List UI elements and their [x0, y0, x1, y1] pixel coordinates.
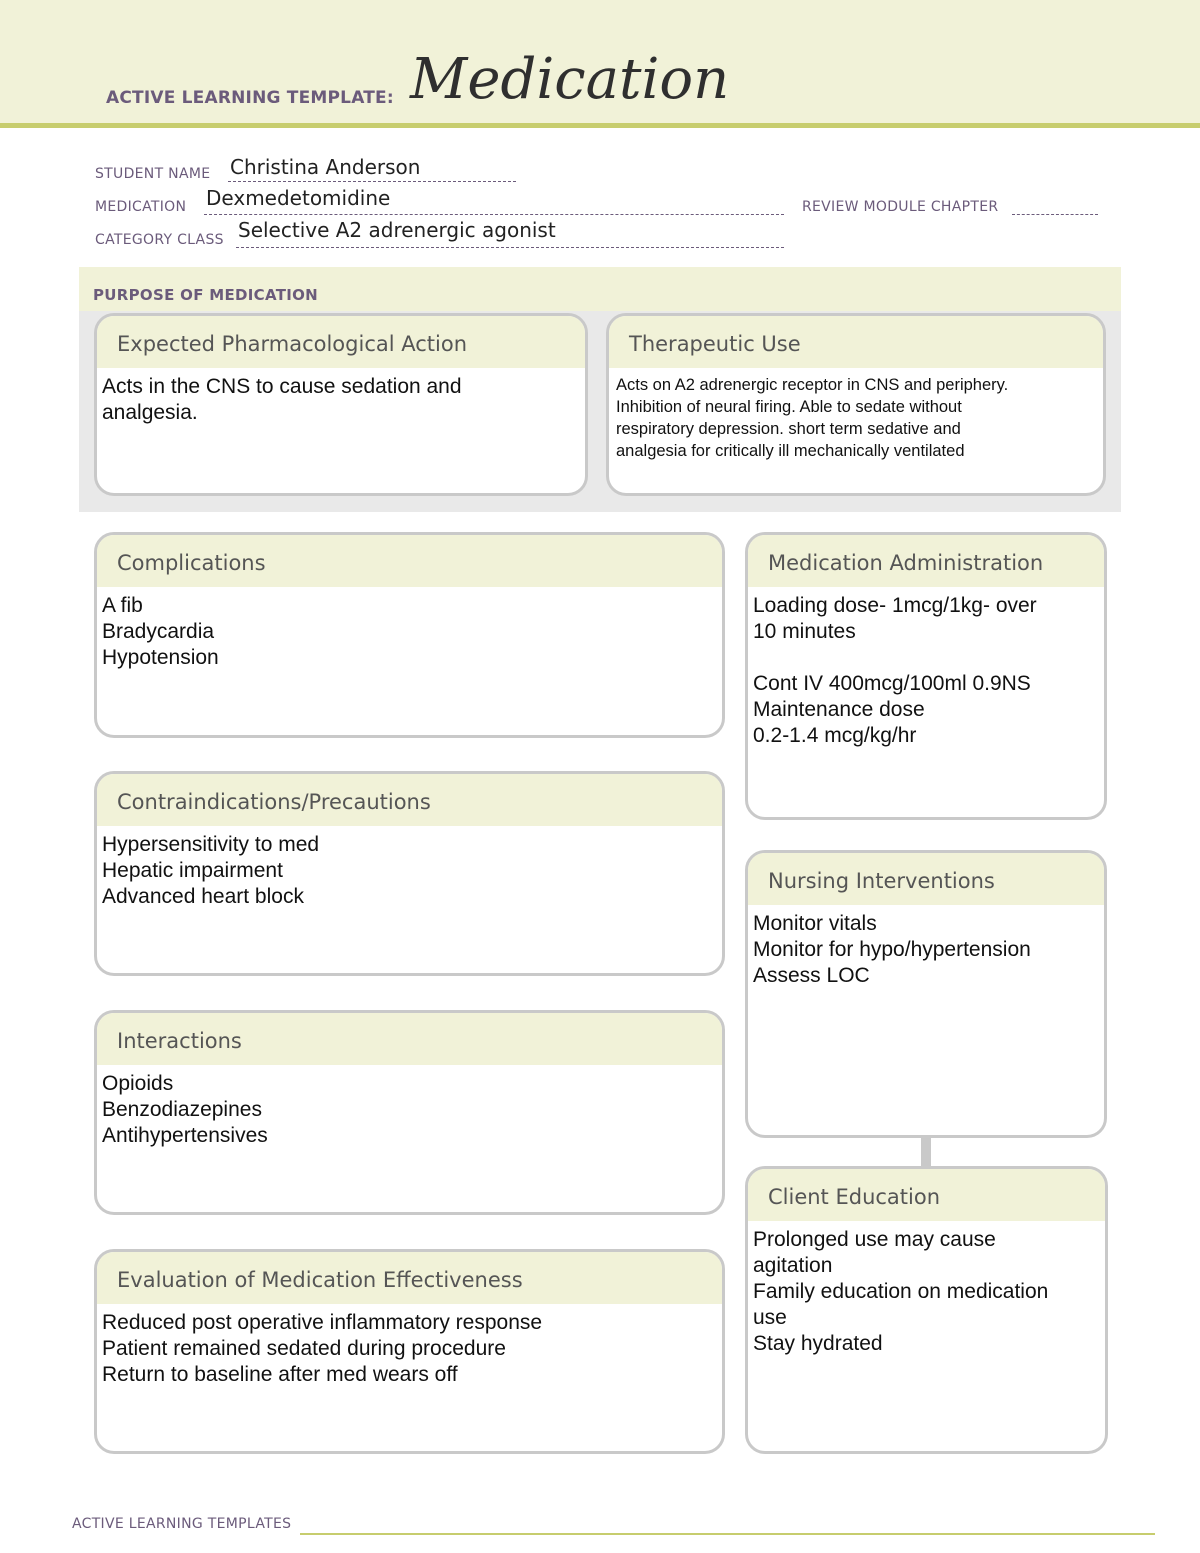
evaluation-card	[94, 1249, 725, 1454]
administration-card	[745, 532, 1107, 820]
therapeutic-use-card	[606, 313, 1106, 496]
medication-label: MEDICATION	[95, 199, 187, 215]
page-title: Medication	[410, 47, 730, 112]
card-connector	[921, 1136, 931, 1166]
contraindications-body[interactable]: Hypersensitivity to med Hepatic impairment Advanced heart block	[102, 833, 320, 908]
complications-title: Complications	[97, 535, 722, 587]
category-class-field[interactable]: Selective A2 adrenergic agonist	[238, 218, 556, 242]
student-name-field[interactable]: Christina Anderson	[230, 155, 421, 179]
footer-label: ACTIVE LEARNING TEMPLATES	[72, 1516, 292, 1532]
education-card	[745, 1166, 1108, 1454]
education-body[interactable]: Prolonged use may cause agitation Family education on medication use Stay hydrated	[753, 1228, 1049, 1355]
nursing-body[interactable]: Monitor vitals Monitor for hypo/hypertension Assess LOC	[753, 912, 1031, 987]
evaluation-body[interactable]: Reduced post operative inflammatory response Patient remained sedated during procedure Return to baseline after med wears off	[102, 1311, 543, 1386]
interactions-body[interactable]: Opioids Benzodiazepines Antihypertensives	[102, 1072, 268, 1147]
education-title: Client Education	[748, 1169, 1105, 1221]
contraindications-card	[94, 771, 725, 976]
footer-divider	[300, 1533, 1155, 1535]
nursing-card	[745, 850, 1107, 1138]
nursing-title: Nursing Interventions	[748, 853, 1104, 905]
review-chapter-label: REVIEW MODULE CHAPTER	[802, 199, 999, 215]
expected-action-body[interactable]: Acts in the CNS to cause sedation and analgesia.	[102, 375, 462, 424]
complications-card	[94, 532, 725, 738]
review-chapter-line	[1012, 199, 1098, 215]
medication-field[interactable]: Dexmedetomidine	[206, 186, 391, 210]
evaluation-title: Evaluation of Medication Effectiveness	[97, 1252, 722, 1304]
purpose-label: PURPOSE OF MEDICATION	[93, 286, 319, 304]
expected-action-card	[94, 313, 588, 496]
interactions-card	[94, 1010, 725, 1215]
interactions-title: Interactions	[97, 1013, 722, 1065]
expected-action-title: Expected Pharmacological Action	[97, 316, 585, 368]
administration-body[interactable]: Loading dose- 1mcg/1kg- over 10 minutes Cont IV 400mcg/100ml 0.9NS Maintenance dose 0.2-1.4 mcg/kg/hr	[753, 594, 1037, 747]
complications-body[interactable]: A fib Bradycardia Hypotension	[102, 594, 219, 669]
therapeutic-use-title: Therapeutic Use	[609, 316, 1103, 368]
therapeutic-use-body[interactable]: Acts on A2 adrenergic receptor in CNS and periphery. Inhibition of neural firing. Able to sedate without respiratory depression. short term sedative and analgesia for critically ill mechanically ventilated	[616, 376, 1009, 460]
template-label: ACTIVE LEARNING TEMPLATE:	[106, 88, 394, 108]
category-class-label: CATEGORY CLASS	[95, 232, 224, 248]
administration-title: Medication Administration	[748, 535, 1104, 587]
student-name-label: STUDENT NAME	[95, 166, 211, 182]
header-divider	[0, 123, 1200, 128]
contraindications-title: Contraindications/Precautions	[97, 774, 722, 826]
